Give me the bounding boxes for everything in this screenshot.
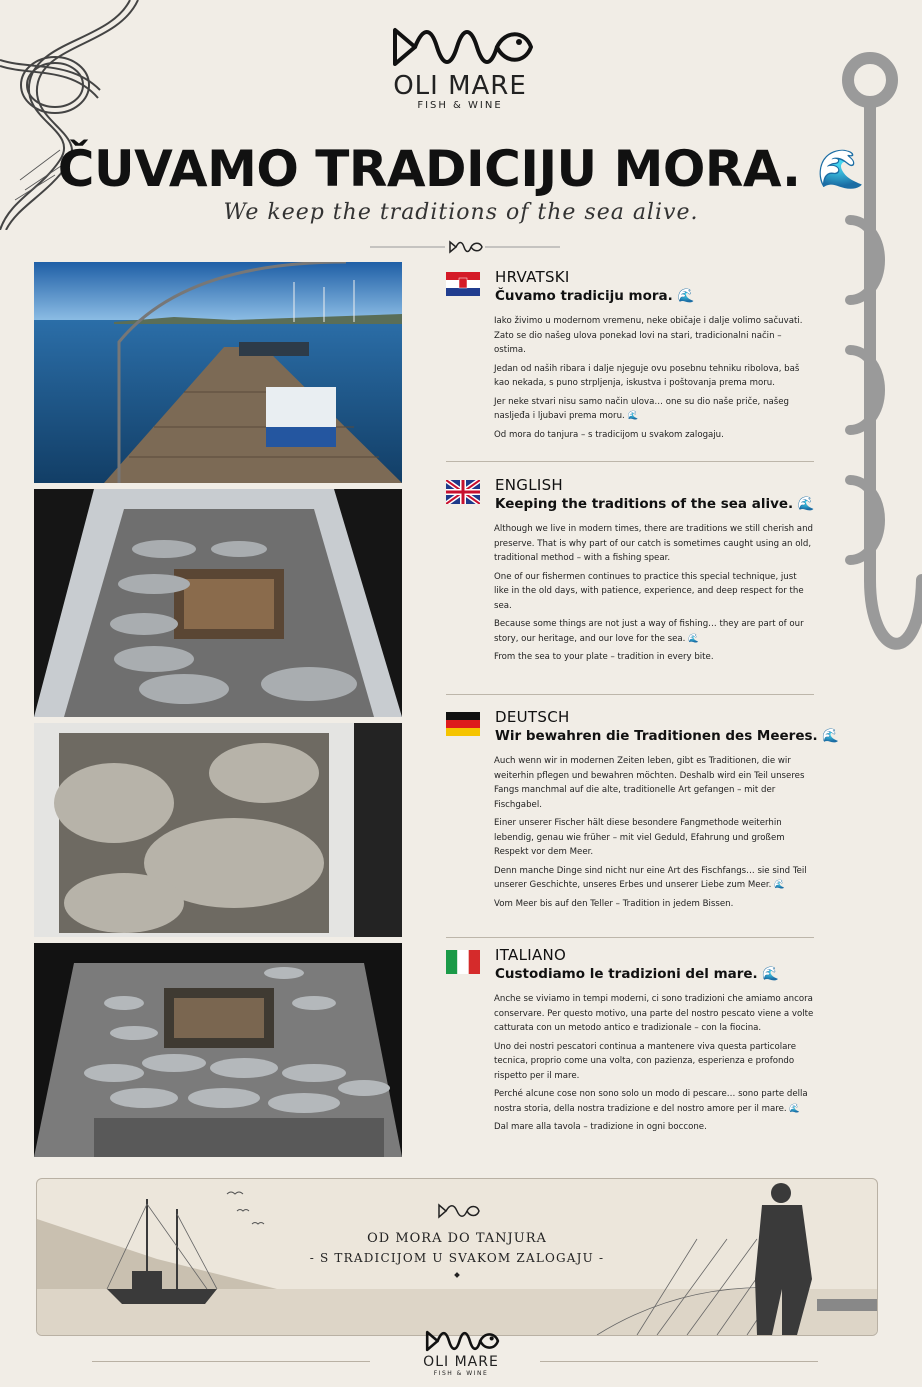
germany-flag-icon — [446, 712, 480, 736]
section-english — [446, 476, 816, 669]
section-title — [495, 728, 839, 744]
footer-logo — [402, 1328, 520, 1377]
language-name: HRVATSKI — [495, 268, 570, 286]
paragraph: One of our fishermen continues to practice this special technique, just like in the old days, with patience, experience, and deep respect for the sea. — [494, 571, 804, 611]
section-croatian — [446, 268, 816, 446]
section-body — [494, 754, 814, 911]
brand-subtitle: FISH & WINE — [417, 100, 503, 111]
section-divider — [446, 461, 814, 462]
section-title — [495, 288, 694, 304]
croatia-flag-icon — [446, 272, 480, 296]
brand-subtitle: FISH & WINE — [433, 1370, 489, 1377]
paragraph: Anche se viviamo in tempi moderni, ci sono tradizioni che amiamo ancora conservare. Per questo motivo, una parte del nostro pescato viene a volte catturata con un metodo antico e tradizionale – con la fiocina. — [494, 994, 814, 1033]
brand-name: OLI MARE — [393, 71, 527, 101]
wave-icon: 🌊 — [762, 966, 780, 982]
fish-logo-icon — [370, 22, 550, 72]
banner-tagline: OD MORA DO TANJURA — [367, 1231, 547, 1246]
brand-logo — [370, 22, 550, 132]
section-title — [495, 496, 815, 512]
paragraph: Auch wenn wir in modernen Zeiten leben, gibt es Traditionen, die wir weiterhin pflegen und bewahren möchten. Deshalb wird ein Teil unseres Fangs manchmal auf die alte, traditionelle Art gefangen – mit der Fischgabel. — [494, 756, 805, 810]
footer-divider — [92, 1361, 370, 1362]
paragraph: Dal mare alla tavola – tradizione in ogni boccone. — [494, 1122, 707, 1132]
page-subtitle: We keep the traditions of the sea alive. — [223, 200, 699, 225]
page-title-text: ČUVAMO TRADICIJU MORA. — [57, 140, 801, 198]
paragraph: Perché alcune cose non sono solo un modo di pescare… sono parte della nostra storia, della nostra tradizione e del nostro amore per il mare. 🌊 — [494, 1089, 808, 1114]
wave-icon: 🌊 — [677, 288, 695, 304]
section-title-text: Čuvamo tradiciju mora. — [495, 288, 673, 304]
wave-icon: 🌊 — [797, 496, 815, 512]
banner-subtagline: - S TRADICIJOM U SVAKOM ZALOGAJU - — [309, 1251, 605, 1265]
footer-divider — [540, 1361, 818, 1362]
section-title-text: Wir bewahren die Traditionen des Meeres. — [495, 728, 818, 744]
fish-logo-icon — [402, 1328, 520, 1354]
paragraph: Uno dei nostri pescatori continua a mantenere viva questa particolare tecnica, proprio come una volta, con pazienza, esperienza e profondo rispetto per il mare. — [494, 1041, 797, 1081]
fish-in-cooler — [34, 723, 402, 937]
paragraph: Jedan od naših ribara i dalje njeguje ovu posebnu tehniku ribolova, baš kao nekada, s puno strpljenja, iskustva i poštovanja prema moru. — [494, 363, 800, 388]
fish-logo-icon — [437, 1201, 481, 1221]
section-title — [495, 966, 779, 982]
language-name: ENGLISH — [495, 476, 564, 494]
section-divider — [446, 694, 814, 695]
wave-icon: 🌊 — [817, 147, 865, 191]
paragraph: Denn manche Dinge sind nicht nur eine Art des Fischfangs… sie sind Teil unserer Geschichte, unseres Erbes und unserer Liebe zum Meer. 🌊 — [494, 865, 807, 890]
italy-flag-icon — [446, 950, 480, 974]
section-body — [494, 992, 814, 1135]
section-title-text: Keeping the traditions of the sea alive. — [495, 496, 794, 512]
paragraph: Jer neke stvari nisu samo način ulova… one su dio naše priče, našeg nasljeđa i ljubavi prema moru. 🌊 — [494, 396, 789, 421]
section-title-text: Custodiamo le tradizioni del mare. — [495, 966, 758, 982]
fish-hook-illustration — [830, 20, 922, 670]
uk-flag-icon — [446, 480, 480, 504]
section-german — [446, 708, 840, 915]
section-divider — [446, 937, 814, 938]
language-name: ITALIANO — [495, 946, 567, 964]
page-title — [0, 140, 922, 198]
paragraph: Although we live in modern times, there are traditions we still cherish and preserve. That is why part of our catch is sometimes caught using an old, traditional method – with a fishing spear. — [494, 524, 813, 563]
fish-on-boat-deck — [34, 489, 402, 717]
wave-icon: 🌊 — [822, 728, 840, 744]
bottom-banner — [36, 1178, 878, 1336]
paragraph: Because some things are not just a way of fishing… they are part of our story, our heritage, and our love for the sea. 🌊 — [494, 619, 804, 644]
pier-with-boat-and-cooler — [34, 262, 402, 483]
language-name: DEUTSCH — [495, 708, 570, 726]
paragraph: Iako živimo u modernom vremenu, neke običaje i dalje volimo sačuvati. Zato se dio našeg ulova ponekad lovi na stari, tradicionalni način – ostima. — [494, 316, 803, 355]
section-italian — [446, 946, 816, 1139]
section-body — [494, 314, 814, 442]
fish-divider — [370, 237, 560, 257]
paragraph: Od mora do tanjura – s tradicijom u svakom zalogaju. — [494, 429, 724, 440]
catch-on-boat-deck — [34, 943, 402, 1157]
paragraph: From the sea to your plate – tradition in every bite. — [494, 652, 714, 662]
brand-name: OLI MARE — [423, 1354, 499, 1370]
paragraph: Vom Meer bis auf den Teller – Tradition in jedem Bissen. — [494, 898, 734, 909]
paragraph: Einer unserer Fischer hält diese besondere Fangmethode weiterhin lebendig, genau wie früher – mit viel Geduld, Efahrung und großem Respekt vor dem Meer. — [494, 818, 785, 857]
section-body — [494, 522, 814, 665]
